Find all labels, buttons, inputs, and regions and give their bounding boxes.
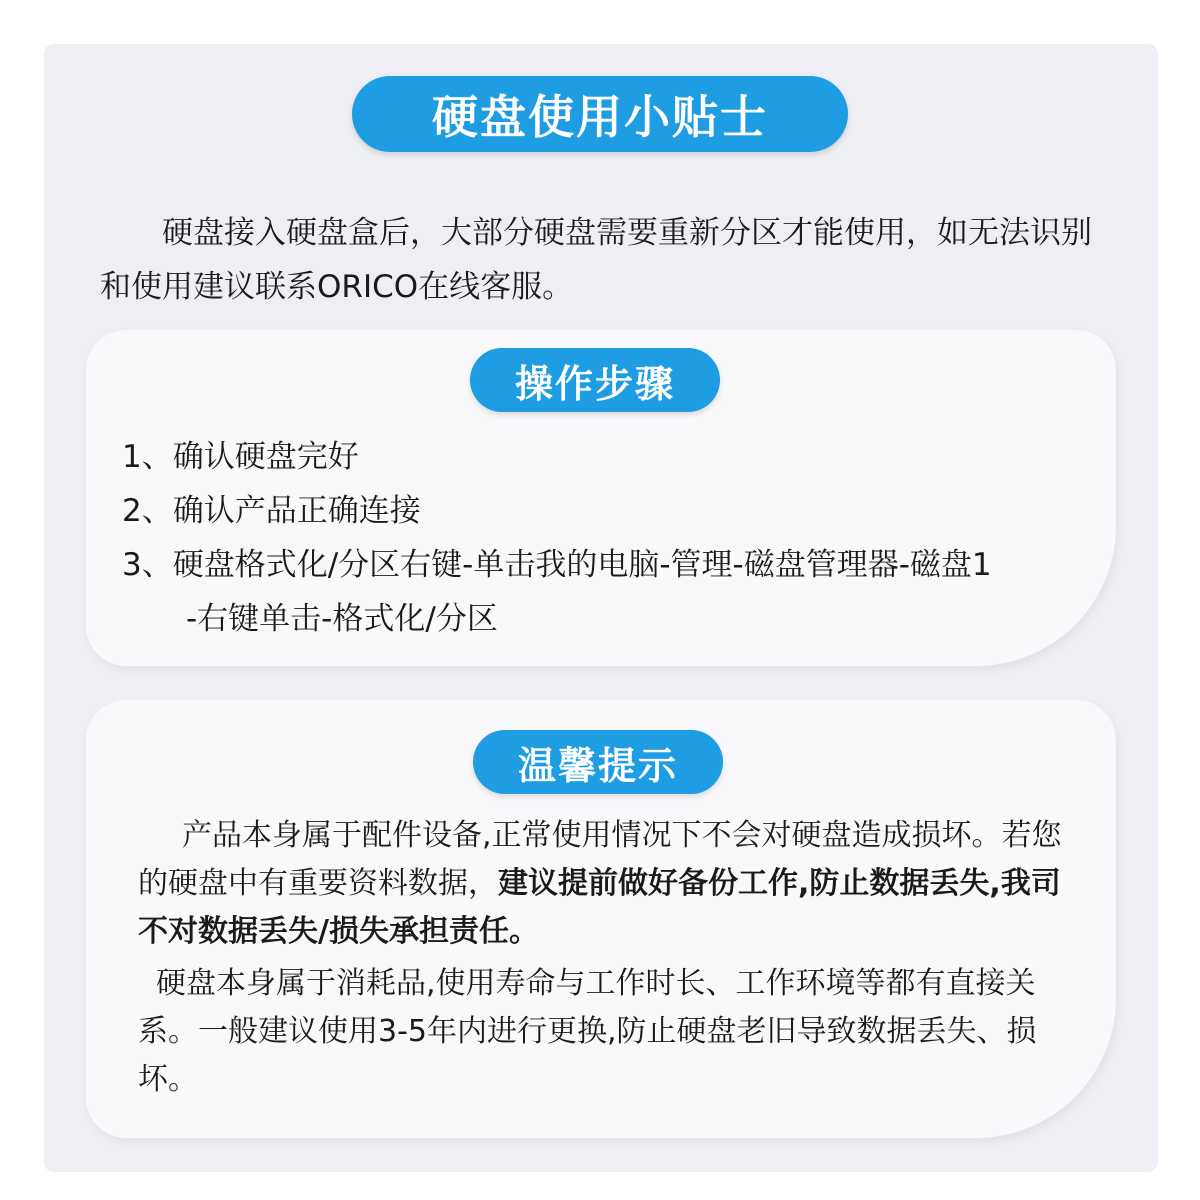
tips-paragraph-2: 硬盘本身属于消耗品,使用寿命与工作时长、工作环境等都有直接关系。一般建议使用3-5年内进行更换,防止硬盘老旧导致数据丢失、损坏。 (138, 966, 1037, 1097)
tips-paragraph-1-normal: 产品本身属于配件设备,正常使用情况下不会对硬盘造成损坏。若您的硬盘中有重要资料数据， (138, 818, 1062, 901)
tips-title: 温馨提示 (473, 730, 723, 794)
page-title: 硬盘使用小贴士 (352, 76, 848, 152)
steps-card (86, 330, 1116, 666)
intro-text: 硬盘接入硬盘盒后，大部分硬盘需要重新分区才能使用，如无法识别和使用建议联系ORICO在线客服。 (100, 215, 1092, 305)
step-item-1: 1、确认硬盘完好 (122, 439, 359, 475)
steps-title: 操作步骤 (470, 348, 720, 412)
step-item-3-continued: -右键单击-格式化/分区 (186, 601, 498, 637)
step-item-2: 2、确认产品正确连接 (122, 493, 421, 529)
tips-card (86, 700, 1116, 1138)
step-item-3: 3、硬盘格式化/分区右键-单击我的电脑-管理-磁盘管理器-磁盘1 (122, 547, 992, 583)
tips-paragraph-1-bold: 建议提前做好备份工作,防止数据丢失,我司不对数据丢失/损失承担责任。 (138, 866, 1061, 949)
tips-paragraph-1 (138, 812, 1088, 956)
